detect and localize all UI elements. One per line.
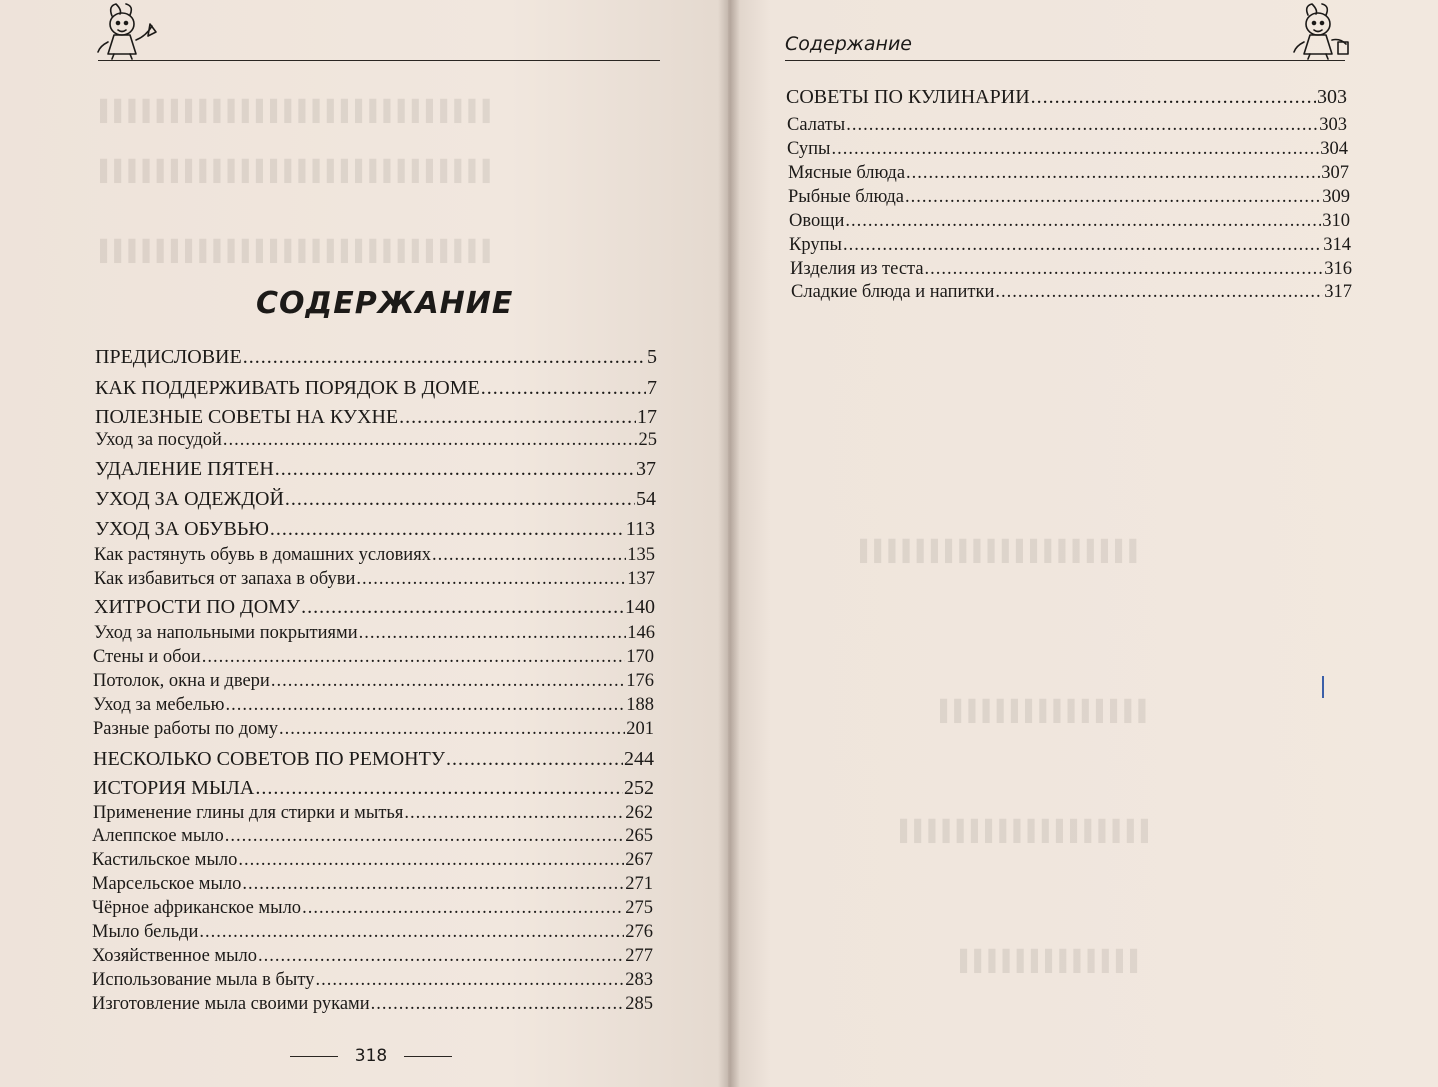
folio-number: 318 — [354, 1046, 388, 1066]
toc-entry — [92, 946, 653, 967]
toc-entry — [92, 970, 653, 991]
toc-entry — [93, 748, 654, 771]
book-gutter — [718, 0, 740, 1087]
toc-entry — [788, 163, 1349, 184]
toc-entry-title: Овощи — [789, 211, 845, 231]
toc-leader-dots — [371, 994, 625, 1015]
toc-leader-dots — [202, 647, 626, 668]
toc-leader-dots — [225, 695, 625, 716]
toc-leader-dots — [315, 970, 624, 991]
toc-entry — [94, 545, 655, 566]
toc-entry — [93, 647, 654, 668]
show-through-text: ▌▌▌▌▌▌▌▌▌▌▌▌▌▌▌▌▌▌▌▌▌▌▌▌▌▌▌▌ — [100, 100, 497, 122]
toc-entry — [93, 719, 654, 740]
toc-entry-title: Изделия из теста — [790, 259, 924, 279]
toc-entry-title: Стены и обои — [93, 647, 201, 667]
toc-leader-dots — [302, 898, 624, 919]
toc-entry-page: 201 — [626, 719, 654, 739]
toc-leader-dots — [399, 406, 636, 429]
toc-leader-dots — [199, 922, 624, 943]
toc-entry-title: Сладкие блюда и напитки — [791, 282, 995, 302]
toc-entry-title: ХИТРОСТИ ПО ДОМУ — [94, 596, 301, 618]
toc-entry-page: 262 — [625, 803, 653, 823]
toc-entry — [95, 518, 655, 541]
toc-entry-page: 310 — [1322, 211, 1350, 231]
toc-entry-title: УДАЛЕНИЕ ПЯТЕН — [95, 458, 274, 480]
toc-entry-title: Потолок, окна и двери — [93, 671, 270, 691]
header-rule — [785, 60, 1345, 61]
toc-entry-page: 113 — [625, 518, 655, 540]
toc-entry-page: 314 — [1323, 235, 1351, 255]
toc-entry-page: 140 — [625, 596, 655, 618]
toc-entry-page: 277 — [625, 946, 653, 966]
toc-leader-dots — [481, 377, 646, 400]
toc-entry-page: 252 — [624, 777, 654, 799]
toc-leader-dots — [359, 623, 627, 644]
toc-entry-title: Хозяйственное мыло — [92, 946, 258, 966]
toc-entry-title: Мясные блюда — [788, 163, 906, 183]
toc-entry-title: Чёрное африканское мыло — [92, 898, 302, 918]
toc-leader-dots — [275, 458, 635, 481]
toc-entry — [95, 488, 656, 511]
toc-entry — [786, 86, 1347, 109]
toc-entry-page: 275 — [625, 898, 653, 918]
toc-entry-title: Алеппское мыло — [92, 826, 224, 846]
toc-leader-dots — [242, 874, 624, 895]
toc-entry-title: Уход за посудой — [95, 430, 222, 450]
toc-entry — [791, 282, 1352, 303]
toc-entry-page: 285 — [625, 994, 653, 1014]
folio-dash — [290, 1056, 338, 1057]
toc-entry-title: Салаты — [787, 115, 846, 135]
toc-leader-dots — [356, 569, 626, 590]
toc-entry-page: 188 — [626, 695, 654, 715]
toc-entry-page: 271 — [625, 874, 653, 894]
show-through-text: ▌▌▌▌▌▌▌▌▌▌▌▌▌ — [960, 950, 1145, 972]
toc-entry-page: 176 — [626, 671, 654, 691]
toc-leader-dots — [270, 518, 625, 541]
toc-leader-dots — [285, 488, 635, 511]
toc-entry-page: 267 — [625, 850, 653, 870]
toc-leader-dots — [404, 803, 624, 824]
toc-entry-page: 303 — [1319, 115, 1347, 135]
header-rule — [98, 60, 660, 61]
toc-entry-page: 309 — [1322, 187, 1350, 207]
toc-leader-dots — [831, 139, 1319, 160]
toc-entry — [787, 139, 1348, 160]
toc-entry — [92, 898, 653, 919]
toc-entry-title: Рыбные блюда — [788, 187, 904, 207]
toc-entry-title: Как избавиться от запаха в обуви — [94, 569, 356, 589]
toc-entry-page: 146 — [627, 623, 655, 643]
toc-entry-title: Изготовление мыла своими руками — [92, 994, 370, 1014]
toc-entry-title: КАК ПОДДЕРЖИВАТЬ ПОРЯДОК В ДОМЕ — [95, 377, 480, 399]
toc-entry-title: ПОЛЕЗНЫЕ СОВЕТЫ НА КУХНЕ — [95, 406, 399, 428]
toc-leader-dots — [301, 596, 624, 619]
toc-entry-title: УХОД ЗА ОДЕЖДОЙ — [95, 488, 284, 510]
page-number — [290, 1046, 452, 1066]
toc-entry — [790, 259, 1352, 280]
toc-entry-title: Крупы — [789, 235, 842, 255]
toc-entry-page: 265 — [625, 826, 653, 846]
show-through-text: ▌▌▌▌▌▌▌▌▌▌▌▌▌▌▌▌▌▌ — [900, 820, 1156, 842]
toc-leader-dots — [995, 282, 1323, 303]
toc-entry — [93, 695, 654, 716]
toc-leader-dots — [1031, 86, 1316, 109]
toc-entry — [92, 922, 653, 943]
show-through-text: ▌▌▌▌▌▌▌▌▌▌▌▌▌▌▌▌▌▌▌▌ — [860, 540, 1144, 562]
toc-entry-page: 304 — [1320, 139, 1348, 159]
toc-entry-title: Разные работы по дому — [93, 719, 279, 739]
toc-entry-title: Как растянуть обувь в домашних условиях — [94, 545, 431, 565]
toc-entry-title: ПРЕДИСЛОВИЕ — [95, 346, 242, 368]
toc-entry — [95, 458, 656, 481]
toc-entry-title: Применение глины для стирки и мытья — [93, 803, 404, 823]
toc-entry — [92, 874, 653, 895]
toc-leader-dots — [845, 211, 1321, 232]
toc-entry — [92, 850, 653, 871]
toc-entry-page: 170 — [626, 647, 654, 667]
toc-entry-title: Уход за напольными покрытиями — [94, 623, 358, 643]
toc-entry-page: 135 — [627, 545, 655, 565]
toc-entry — [93, 671, 654, 692]
show-through-text: ▌▌▌▌▌▌▌▌▌▌▌▌▌▌▌ — [940, 700, 1153, 722]
toc-entry-page: 54 — [636, 488, 656, 510]
toc-entry-page: 276 — [625, 922, 653, 942]
toc-entry — [788, 187, 1350, 208]
toc-entry-title: УХОД ЗА ОБУВЬЮ — [95, 518, 269, 540]
toc-leader-dots — [271, 671, 625, 692]
toc-leader-dots — [925, 259, 1324, 280]
toc-entry — [95, 430, 657, 451]
toc-entry-title: Использование мыла в быту — [92, 970, 315, 990]
toc-entry — [94, 596, 655, 619]
running-head: Содержание — [785, 33, 912, 55]
toc-entry-title: СОВЕТЫ ПО КУЛИНАРИИ — [786, 86, 1030, 108]
toc-entry-page: 37 — [636, 458, 656, 480]
toc-leader-dots — [843, 235, 1322, 256]
mascot-illustration-icon — [96, 2, 158, 60]
toc-entry — [95, 377, 657, 400]
toc-entry-title: Мыло бельди — [92, 922, 199, 942]
toc-entry — [95, 406, 657, 429]
toc-entry — [94, 569, 655, 590]
toc-leader-dots — [279, 719, 625, 740]
toc-leader-dots — [905, 187, 1321, 208]
toc-entry — [93, 777, 654, 800]
toc-entry-title: Уход за мебелью — [93, 695, 225, 715]
toc-entry-page: 303 — [1317, 86, 1347, 108]
toc-entry-page: 137 — [627, 569, 655, 589]
toc-entry-title: НЕСКОЛЬКО СОВЕТОВ ПО РЕМОНТУ — [93, 748, 445, 770]
show-through-text: ▌▌▌▌▌▌▌▌▌▌▌▌▌▌▌▌▌▌▌▌▌▌▌▌▌▌▌▌ — [100, 160, 497, 182]
toc-entry-title: ИСТОРИЯ МЫЛА — [93, 777, 255, 799]
toc-entry — [92, 994, 653, 1015]
toc-entry-page: 5 — [647, 346, 657, 368]
toc-entry — [94, 623, 655, 644]
toc-leader-dots — [258, 946, 624, 967]
folio-dash — [404, 1056, 452, 1057]
page-title: СОДЕРЖАНИЕ — [256, 286, 514, 321]
toc-entry-page: 7 — [647, 377, 657, 399]
toc-leader-dots — [255, 777, 623, 800]
toc-leader-dots — [243, 346, 646, 369]
toc-leader-dots — [906, 163, 1320, 184]
toc-entry-title: Марсельское мыло — [92, 874, 242, 894]
toc-entry — [92, 826, 653, 847]
toc-entry-title: Супы — [787, 139, 831, 159]
toc-leader-dots — [446, 748, 623, 771]
toc-entry — [789, 211, 1350, 232]
toc-entry-page: 244 — [624, 748, 654, 770]
toc-entry-page: 317 — [1324, 282, 1352, 302]
toc-entry — [789, 235, 1351, 256]
toc-leader-dots — [223, 430, 638, 451]
toc-entry-page: 307 — [1321, 163, 1349, 183]
toc-leader-dots — [432, 545, 626, 566]
toc-leader-dots — [225, 826, 624, 847]
toc-entry-title: Кастильское мыло — [92, 850, 238, 870]
show-through-text: ▌▌▌▌▌▌▌▌▌▌▌▌▌▌▌▌▌▌▌▌▌▌▌▌▌▌▌▌ — [100, 240, 497, 262]
toc-leader-dots — [238, 850, 624, 871]
toc-entry-page: 316 — [1324, 259, 1352, 279]
toc-entry — [93, 803, 653, 824]
pen-mark — [1322, 676, 1324, 698]
toc-entry-page: 283 — [625, 970, 653, 990]
toc-entry — [787, 115, 1347, 136]
toc-entry — [95, 346, 657, 369]
toc-leader-dots — [846, 115, 1318, 136]
toc-entry-page: 25 — [638, 430, 657, 450]
toc-entry-page: 17 — [637, 406, 657, 428]
mascot-illustration-icon — [1288, 2, 1350, 60]
